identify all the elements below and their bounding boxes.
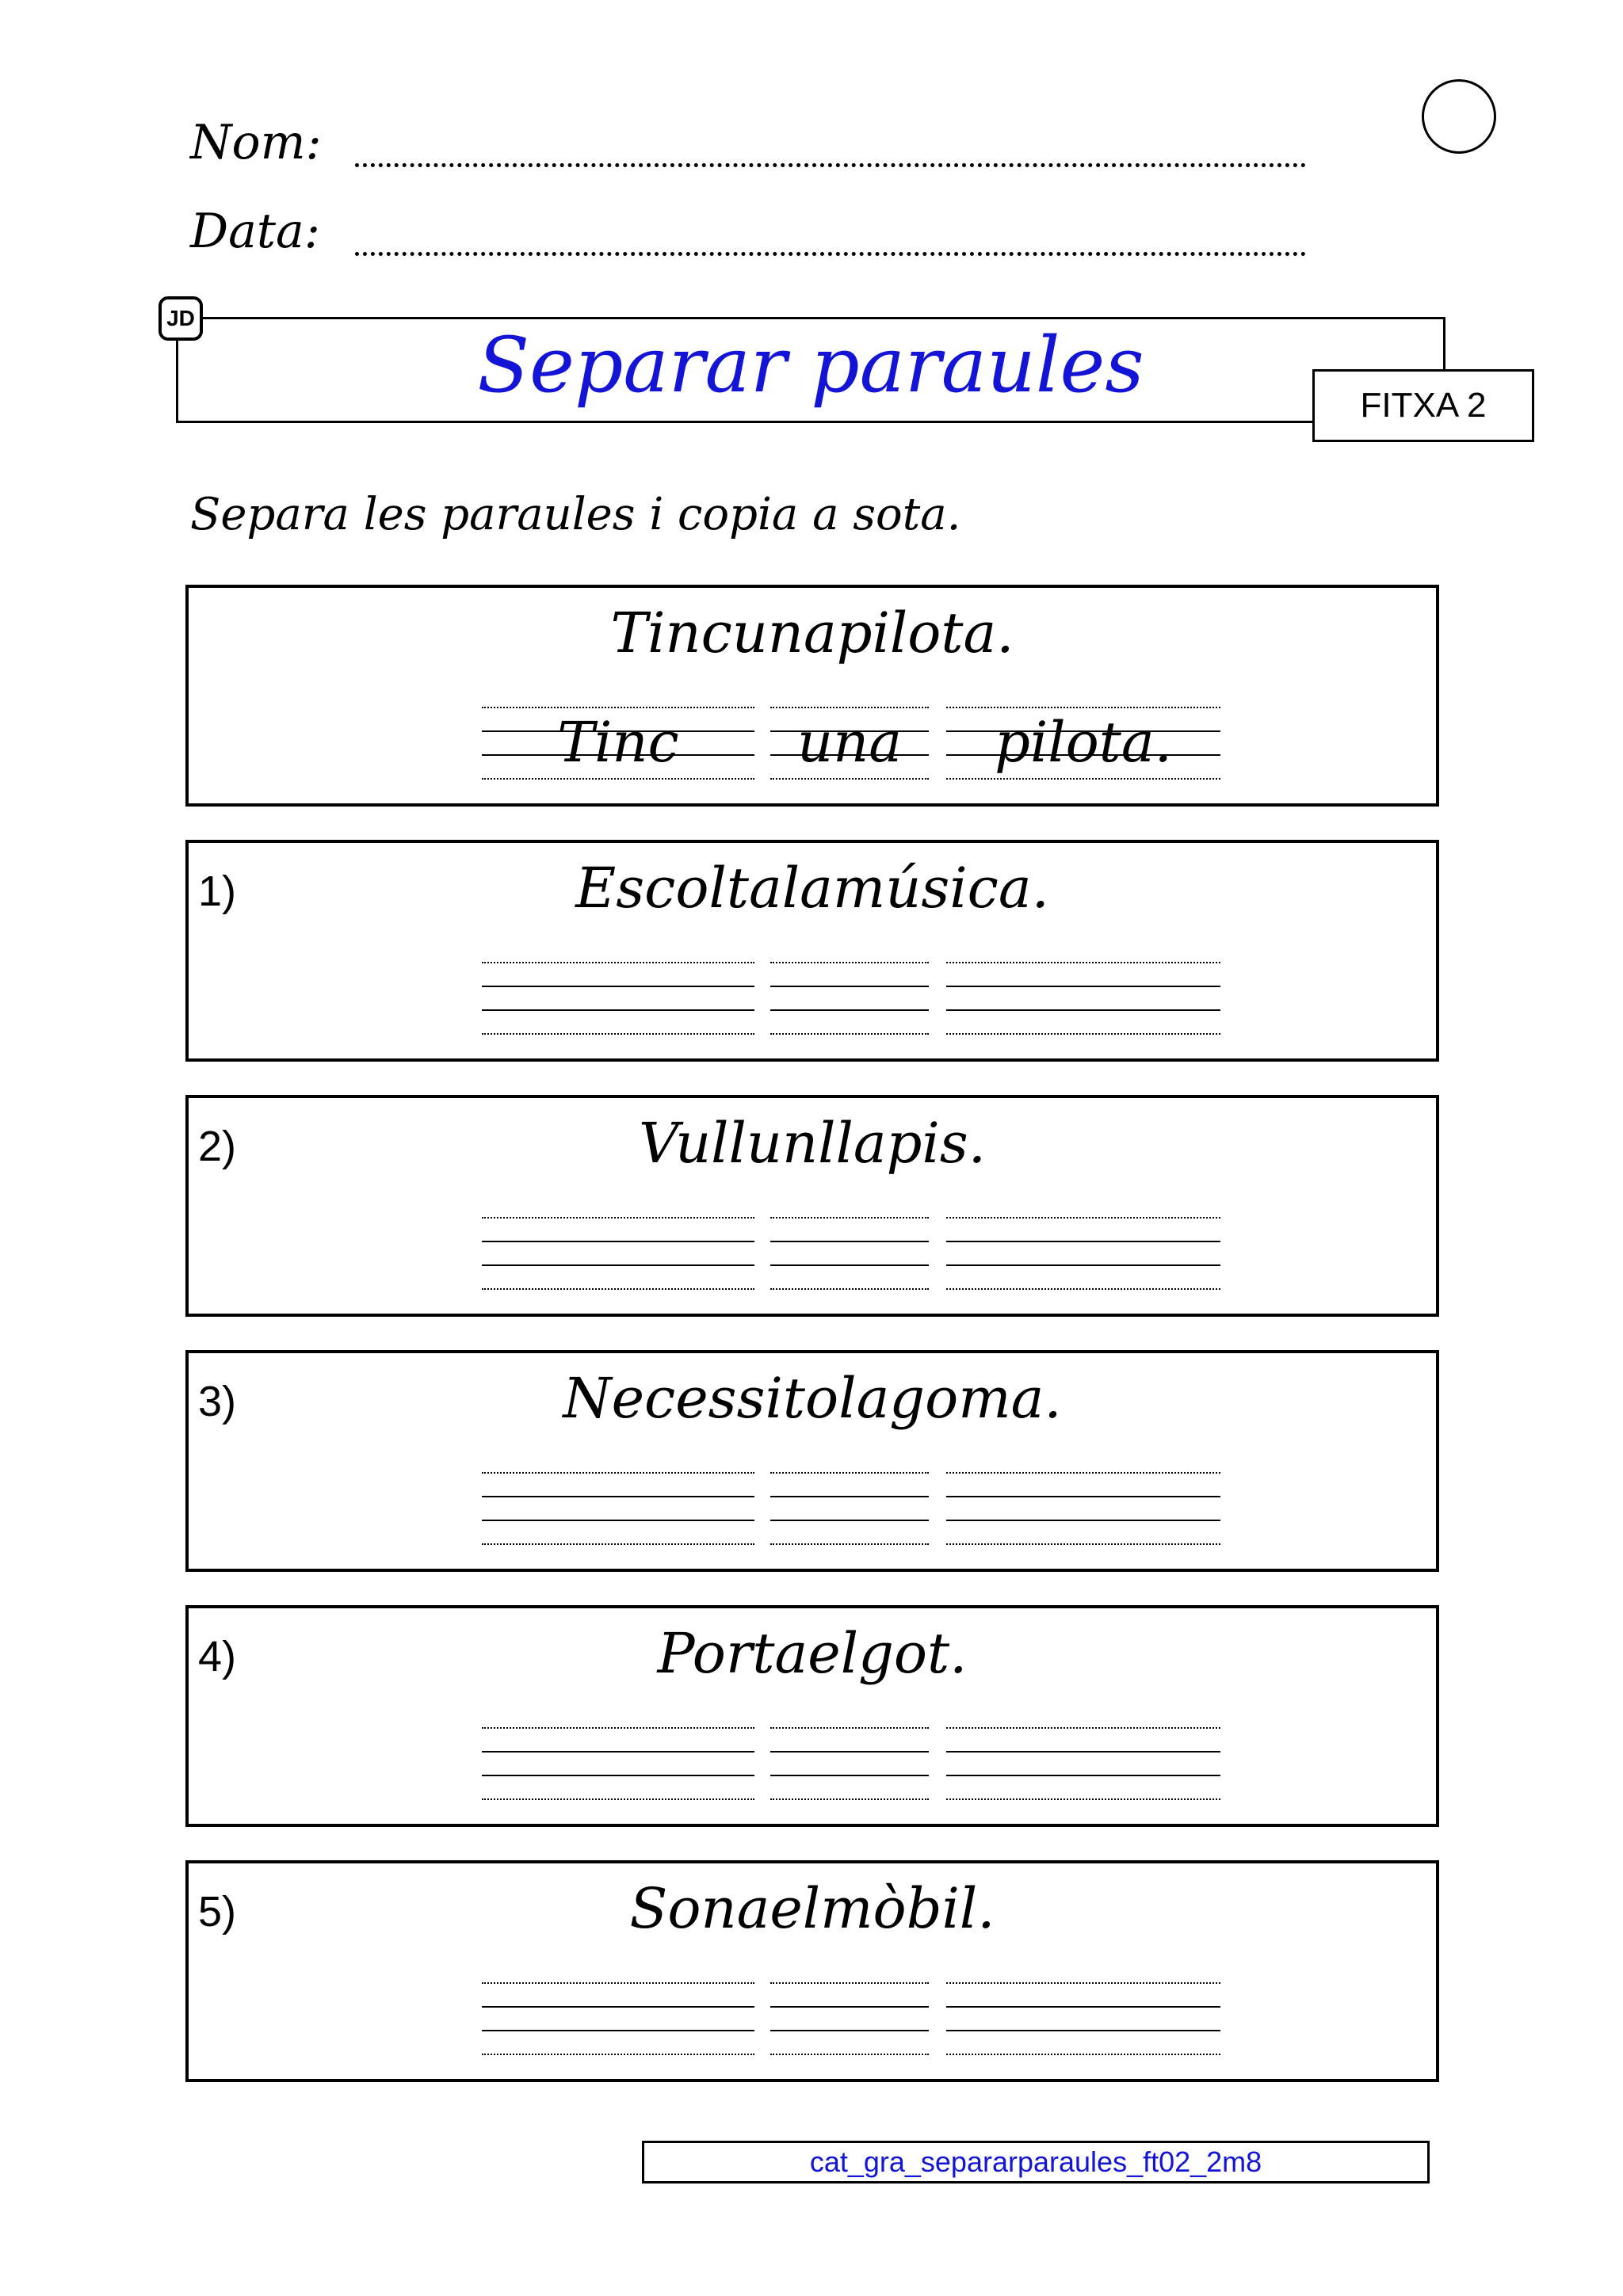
example-answer-slot-1 (482, 707, 754, 786)
title-banner (176, 317, 1445, 423)
sheet-label: FITXA 2 (1312, 369, 1534, 442)
exercise-box-1 (185, 840, 1439, 1062)
example-answer-slot-2 (770, 707, 929, 786)
answer-slot[interactable] (482, 1727, 754, 1806)
exercise-sentence: Sonaelmòbil. (629, 1876, 995, 1941)
date-field[interactable] (355, 252, 1306, 256)
example-box (185, 585, 1439, 807)
exercise-sentence: Vullunllapis. (639, 1111, 986, 1176)
answer-slot[interactable] (770, 1982, 929, 2061)
answer-slot[interactable] (770, 1217, 929, 1296)
exercise-number: 3) (198, 1378, 237, 1425)
exercise-sentence: Escoltalamúsica. (575, 856, 1049, 921)
example-answer-word: pilota. (995, 710, 1172, 775)
name-field[interactable] (355, 163, 1306, 167)
answer-slot[interactable] (482, 1982, 754, 2061)
document-code: cat_gra_separarparaules_ft02_2m8 (642, 2141, 1430, 2183)
exercise-box-4 (185, 1605, 1439, 1827)
answer-slot[interactable] (946, 962, 1220, 1041)
answer-slot[interactable] (482, 1217, 754, 1296)
answer-slot[interactable] (770, 962, 929, 1041)
date-label: Data: (190, 204, 320, 259)
answer-slot[interactable] (946, 1472, 1220, 1551)
exercise-sentence: Necessitolagoma. (563, 1366, 1062, 1431)
exercise-number: 4) (198, 1633, 237, 1680)
name-label: Nom: (190, 115, 322, 170)
exercise-box-3 (185, 1350, 1439, 1572)
example-answer-word: Tinc (557, 710, 679, 775)
score-circle (1422, 79, 1496, 154)
answer-slot[interactable] (946, 1727, 1220, 1806)
answer-slot[interactable] (482, 962, 754, 1041)
example-sentence: Tincunapilota. (610, 601, 1014, 666)
exercise-sentence: Portaelgot. (657, 1621, 968, 1686)
example-answer-word: una (797, 710, 902, 775)
exercise-box-2 (185, 1095, 1439, 1317)
exercise-box-5 (185, 1860, 1439, 2082)
answer-slot[interactable] (946, 1982, 1220, 2061)
answer-slot[interactable] (482, 1472, 754, 1551)
answer-slot[interactable] (946, 1217, 1220, 1296)
instruction-text: Separa les paraules i copia a sota. (190, 489, 961, 540)
exercise-number: 5) (198, 1888, 237, 1936)
logo-icon: JD (158, 296, 203, 341)
exercise-number: 1) (198, 868, 237, 915)
exercise-number: 2) (198, 1123, 237, 1170)
example-answer-slot-3 (946, 707, 1220, 786)
answer-slot[interactable] (770, 1727, 929, 1806)
answer-slot[interactable] (770, 1472, 929, 1551)
page-title: Separar paraules (477, 321, 1144, 410)
